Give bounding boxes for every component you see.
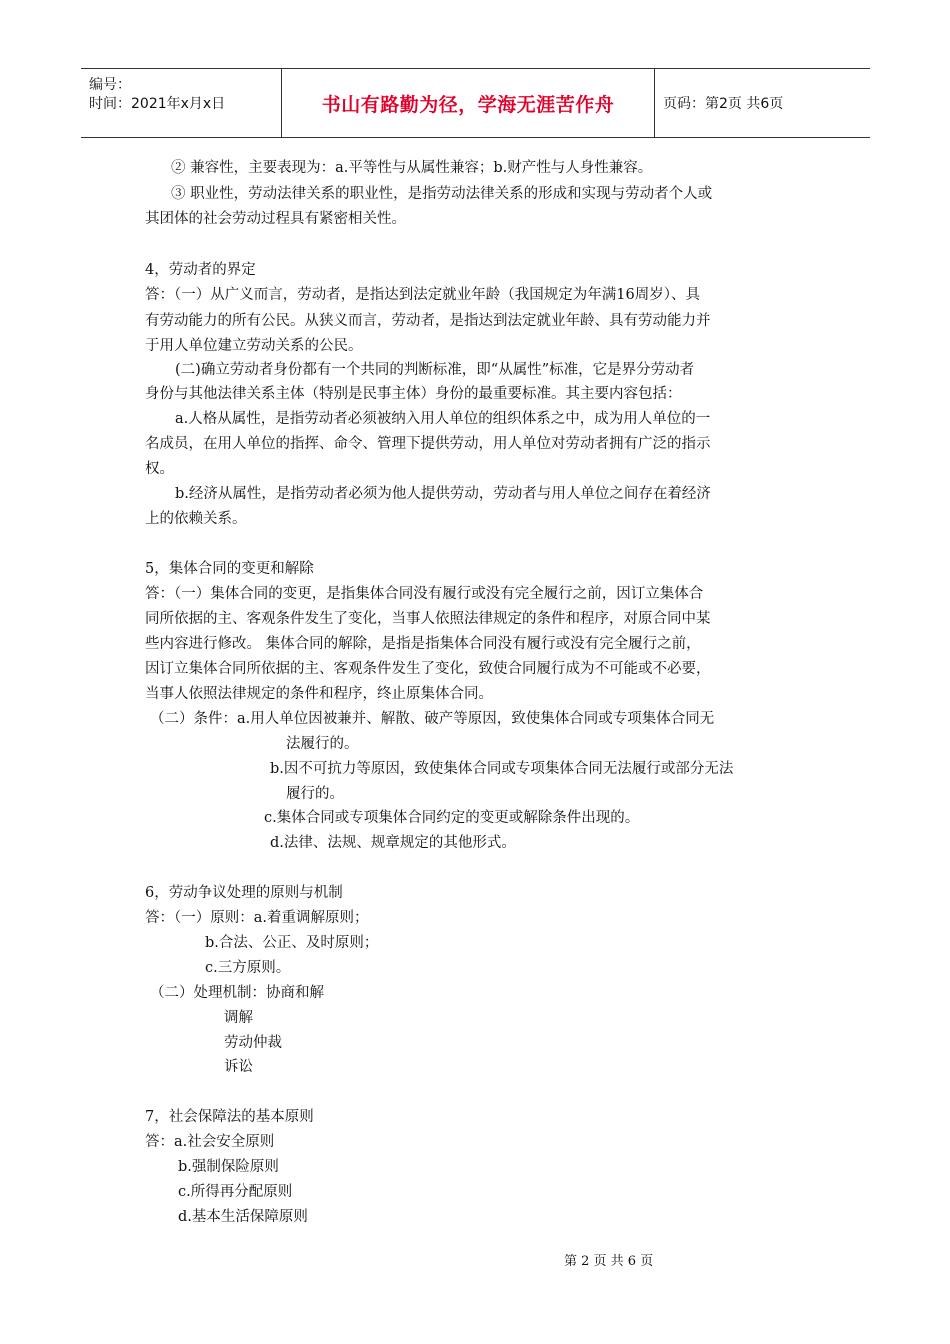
body-line: (二)确立劳动者身份都有一个共同的判断标准，即“从属性”标准，它是界分劳动者 [175,362,695,378]
body-line: c.三方原则。 [205,960,291,976]
document-number-label: 编号： [89,77,131,93]
header-motto: 书山有路勤为径，学海无涯苦作舟 [321,93,615,116]
body-line: 调解 [224,1010,253,1026]
body-line: 上的依赖关系。 [145,511,247,527]
document-time-label: 时间：2021年x月x日 [89,96,226,112]
body-line: d.基本生活保障原则 [178,1209,308,1225]
body-line: 诉讼 [224,1059,253,1075]
body-line: ② 兼容性，主要表现为：a.平等性与从属性兼容；b.财产性与人身性兼容。 [171,160,653,176]
body-line: 履行的。 [286,786,344,802]
body-line: 些内容进行修改。 集体合同的解除，是指是指集体合同没有履行或没有完全履行之前， [145,636,701,652]
body-line: 答：（一）原则：a.着重调解原则； [145,910,369,926]
body-line: ③ 职业性，劳动法律关系的职业性，是指劳动法律关系的形成和实现与劳动者个人或 [171,186,713,202]
body-line: b.因不可抗力等原因，致使集体合同或专项集体合同无法履行或部分无法 [270,761,734,777]
page-header [81,68,870,138]
body-line: 答：a.社会安全原则 [145,1134,275,1150]
body-line: （二）条件：a.用人单位因被兼并、解散、破产等原因，致使集体合同或专项集体合同无 [150,711,715,727]
body-line: 于用人单位建立劳动关系的公民。 [145,338,363,354]
body-line: c.集体合同或专项集体合同约定的变更或解除条件出现的。 [264,810,640,826]
body-line: 劳动仲裁 [224,1035,282,1051]
body-line: 其团体的社会劳动过程具有紧密相关性。 [145,211,406,227]
body-line: 同所依据的主、客观条件发生了变化，当事人依照法律规定的条件和程序，对原合同中某 [145,611,711,627]
body-line: b.合法、公正、及时原则； [205,935,379,951]
section-heading: 6，劳动争议处理的原则与机制 [145,885,343,901]
body-line: 当事人依照法律规定的条件和程序，终止原集体合同。 [145,686,493,702]
header-meta [81,69,281,137]
section-heading: 5，集体合同的变更和解除 [145,561,314,577]
body-line: 答：（一）从广义而言，劳动者，是指达到法定就业年龄（我国规定为年满16周岁）、具 [145,287,700,303]
page-footer: 第 2 页 共 6 页 [564,1254,654,1269]
body-line: 因订立集体合同所依据的主、客观条件发生了变化，致使合同履行成为不可能或不必要， [145,661,711,677]
body-line: （二）处理机制：协商和解 [150,985,324,1001]
body-line: b.经济从属性，是指劳动者必须为他人提供劳动，劳动者与用人单位之间存在着经济 [175,486,711,502]
body-line: b.强制保险原则 [178,1159,279,1175]
body-line: a.人格从属性，是指劳动者必须被纳入用人单位的组织体系之中，成为用人单位的一 [175,411,711,427]
body-line: 法履行的。 [286,736,359,752]
body-line: 身份与其他法律关系主体（特别是民事主体）身份的最重要标准。其主要内容包括： [145,386,682,402]
header-motto-cell [281,69,655,137]
body-line: c.所得再分配原则 [178,1184,293,1200]
header-page-info: 页码：第2页 共6页 [663,96,784,112]
body-line: 名成员，在用人单位的指挥、命令、管理下提供劳动，用人单位对劳动者拥有广泛的指示 [145,436,711,452]
section-heading: 4，劳动者的界定 [145,262,256,278]
body-line: 权。 [145,461,174,477]
section-heading: 7，社会保障法的基本原则 [145,1109,314,1125]
body-line: 有劳动能力的所有公民。从狭义而言，劳动者，是指达到法定就业年龄、具有劳动能力并 [145,313,711,329]
body-line: 答：（一）集体合同的变更，是指集体合同没有履行或没有完全履行之前，因订立集体合 [145,586,704,602]
body-line: d.法律、法规、规章规定的其他形式。 [270,835,516,851]
